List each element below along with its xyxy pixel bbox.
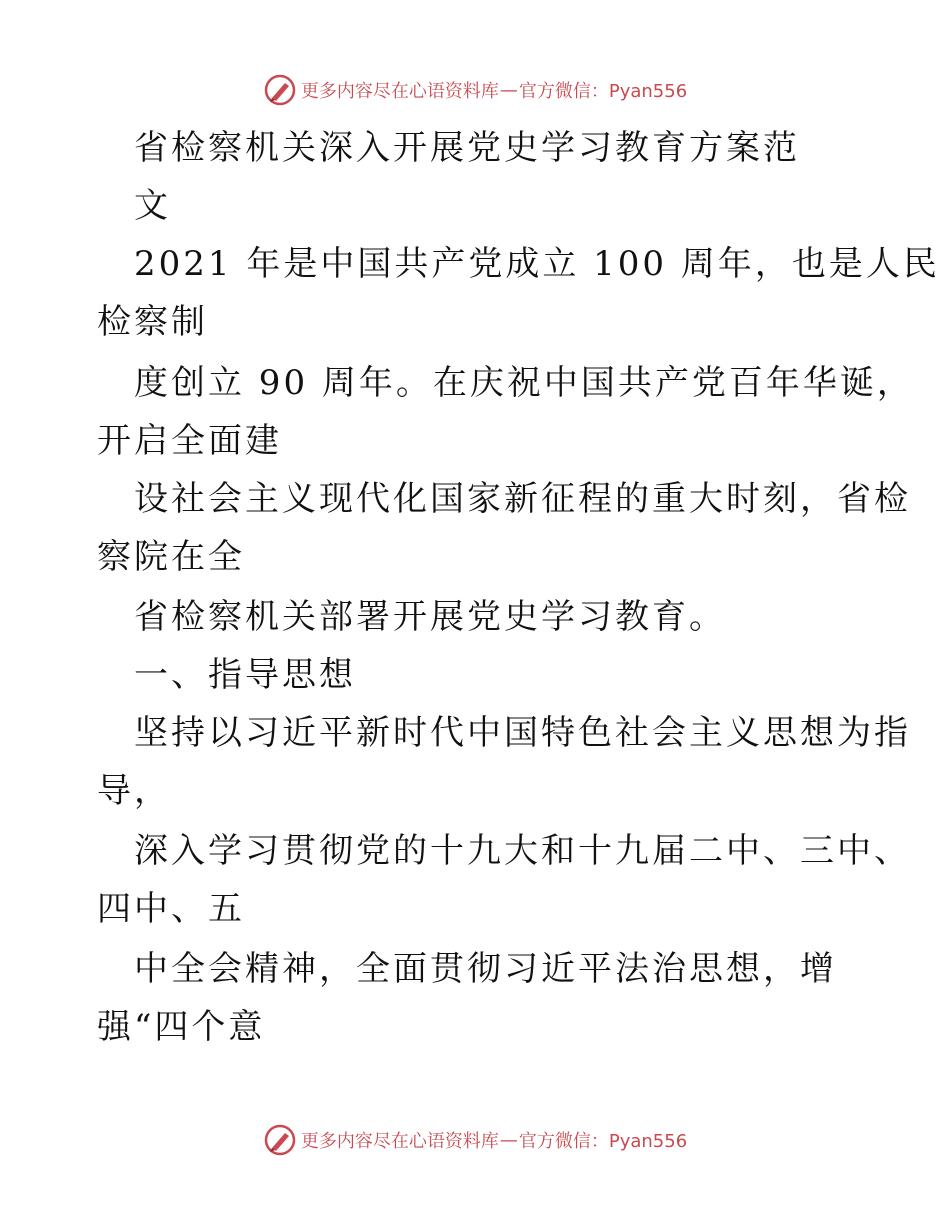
paragraph-line: 四中、五	[97, 889, 245, 929]
watermark-suffix: 官方微信：Pyan556	[518, 81, 688, 102]
paragraph-line: 省检察机关部署开展党史学习教育。	[134, 597, 726, 637]
paragraph-line: 度创立 90 周年。在庆祝中国共产党百年华诞，	[134, 363, 914, 403]
watermark-text: 更多内容尽在心语资料库	[300, 81, 499, 102]
watermark-header	[0, 72, 950, 108]
paragraph-line: 检察制	[97, 302, 208, 342]
paragraph-line: 强“四个意	[97, 1007, 266, 1047]
paragraph-line: 中全会精神，全面贯彻习近平法治思想，增	[134, 949, 837, 989]
paragraph-line: 坚持以习近平新时代中国特色社会主义思想为指	[134, 713, 911, 753]
doc-title: 省检察机关深入开展党史学习教育方案范	[134, 128, 800, 168]
paragraph-line: 2021 年是中国共产党成立 100 周年，也是人民	[134, 244, 940, 284]
pen-logo-icon	[263, 1123, 297, 1157]
paragraph-line: 察院在全	[97, 537, 245, 577]
paragraph-line: 设社会主义现代化国家新征程的重大时刻，省检	[134, 479, 911, 519]
paragraph-line: 导，	[97, 771, 171, 811]
section-heading: 一、指导思想	[134, 655, 356, 695]
paragraph-line: 开启全面建	[97, 421, 282, 461]
pen-logo-icon	[263, 73, 297, 107]
paragraph-line: 深入学习贯彻党的十九大和十九届二中、三中、	[134, 831, 911, 871]
watermark-dash: —	[499, 79, 518, 101]
watermark-dash: —	[499, 1129, 518, 1151]
watermark-footer	[0, 1122, 950, 1158]
watermark-suffix: 官方微信：Pyan556	[518, 1131, 688, 1152]
watermark-text: 更多内容尽在心语资料库	[300, 1131, 499, 1152]
doc-title-cont: 文	[134, 186, 171, 226]
